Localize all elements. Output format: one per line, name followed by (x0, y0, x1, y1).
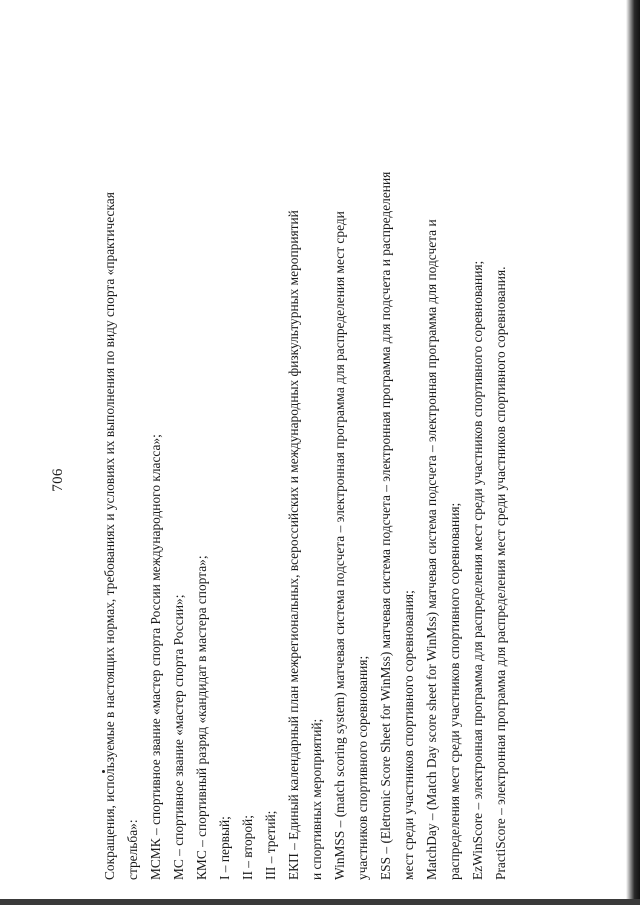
text-line: стрельба»: (125, 819, 140, 880)
text-line: I – первый; (217, 816, 232, 880)
rotated-page-content (50, 80, 508, 880)
text-line: МСМК – спортивное звание «мастер спорта России международного класса»; (148, 434, 163, 880)
text-line: PractiScore – электронная программа для распределения мест среди участников спортивного соревнования. (493, 266, 508, 880)
scan-edge-bottom (0, 899, 640, 905)
text-line: участников спортивного соревнования; (355, 655, 370, 880)
text-line: МС – спортивное звание «мастер спорта России»; (171, 594, 186, 880)
text-line: Сокращения, используемые в настоящих нормах, требованиях и условиях их выполнения по виду спорта «практическая (102, 192, 117, 880)
abbreviations-text (98, 80, 512, 880)
text-line: распределения мест среди участников спортивного соревнования; (447, 502, 462, 880)
page-number: 706 (50, 468, 66, 492)
text-line: ESS – (Eletronic Score Sheet for WinMss) матчевая система подсчета – электронная программа для подсчета и распределения (378, 171, 393, 880)
text-line: и спортивных мероприятий; (309, 718, 324, 880)
text-line: III – третий; (263, 810, 278, 880)
text-line: EzWinScore – электронная программа для распределения мест среди участников спортивного соревнования; (470, 260, 485, 880)
text-line: MatchDay – (Match Day score sheet for WinMss) матчевая система подсчета – электронная программа для подсчета и (424, 219, 439, 880)
text-line: мест среди участников спортивного соревнования; (401, 590, 416, 880)
scan-edge-right (626, 0, 640, 905)
text-line: КМС – спортивный разряд «кандидат в мастера спорта»; (194, 555, 209, 880)
text-line: ЕКП – Единый календарный план межрегиональных, всероссийских и международных физкультурных мероприятий (286, 210, 301, 880)
text-line: WinMSS – (match scoring system) матчевая система подсчета – электронная программа для распределения мест среди (332, 211, 347, 880)
text-line: II – второй; (240, 815, 255, 880)
